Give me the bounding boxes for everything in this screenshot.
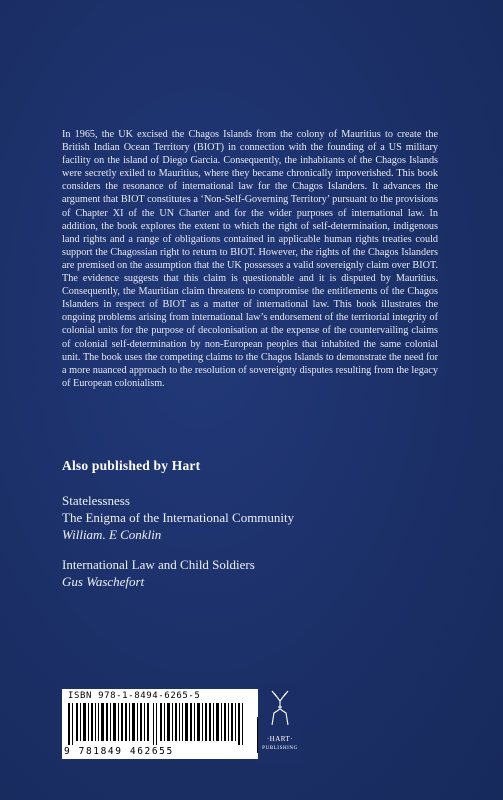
related-book-2 — [62, 556, 255, 590]
book-title-line1: Statelessness — [62, 493, 130, 508]
book-author: Gus Waschefort — [62, 574, 145, 589]
book-description: In 1965, the UK excised the Chagos Islands from the colony of Mauritius to create the British Indian Ocean Territory (BIOT) in connection with the founding of a US military facility on the island of Diego Garcia. Consequently, the inhabitants of the Chagos Islands were secretly exiled to Mauritius, where they became chronically impoverished. This book considers the resonance of international law for the Chagos Islanders. It advances the argument that BIOT constitutes a ‘Non-Self-Governing Territory’ pursuant to the provisions of Chapter XI of the UN Charter and for the wider purposes of international law. In addition, the book explores the extent to which the right of self-determination, indigenous land rights and a range of obligations contained in applicable human rights treaties could support the Chagossian right to return to BIOT. However, the rights of the Chagos Islanders are premised on the assumption that the UK possesses a valid sovereignly claim over BIOT. The evidence suggests that this claim is questionable and it is disputed by Mauritius. Consequently, the Mauritian claim threatens to compromise the entitlements of the Chagos Islanders in respect of BIOT as a matter of international law. This book illustrates the ongoing problems arising from international law’s endorsement of the territorial integrity of colonial units for the purpose of decolonisation at the expense of the countervailing claims of colonial self-determination by non-European peoples that inhabited the same colonial unit. The book uses the competing claims to the Chagos Islands to demonstrate the need for a more nuanced approach to the resolution of sovereignty disputes resulting from the legacy of European colonialism. — [62, 129, 438, 389]
isbn-barcode — [62, 689, 254, 759]
book-title-line2: The Enigma of the International Community — [62, 510, 295, 525]
book-title-line1: International Law and Child Soldiers — [62, 557, 255, 572]
related-book-1 — [62, 492, 294, 543]
hart-publishing-logo — [258, 685, 302, 765]
book-author: William. E Conklin — [62, 527, 162, 542]
isbn-digits: 9 781849 462655 — [64, 746, 174, 757]
also-published-heading: Also published by Hart — [62, 458, 201, 473]
isbn-label: ISBN 978-1-8494-6265-5 — [68, 691, 201, 701]
barcode-bars — [68, 703, 248, 745]
publisher-name: ·HART· — [266, 735, 294, 743]
publisher-imprint: PUBLISHING — [262, 746, 298, 751]
hart-deer-icon — [258, 685, 302, 733]
